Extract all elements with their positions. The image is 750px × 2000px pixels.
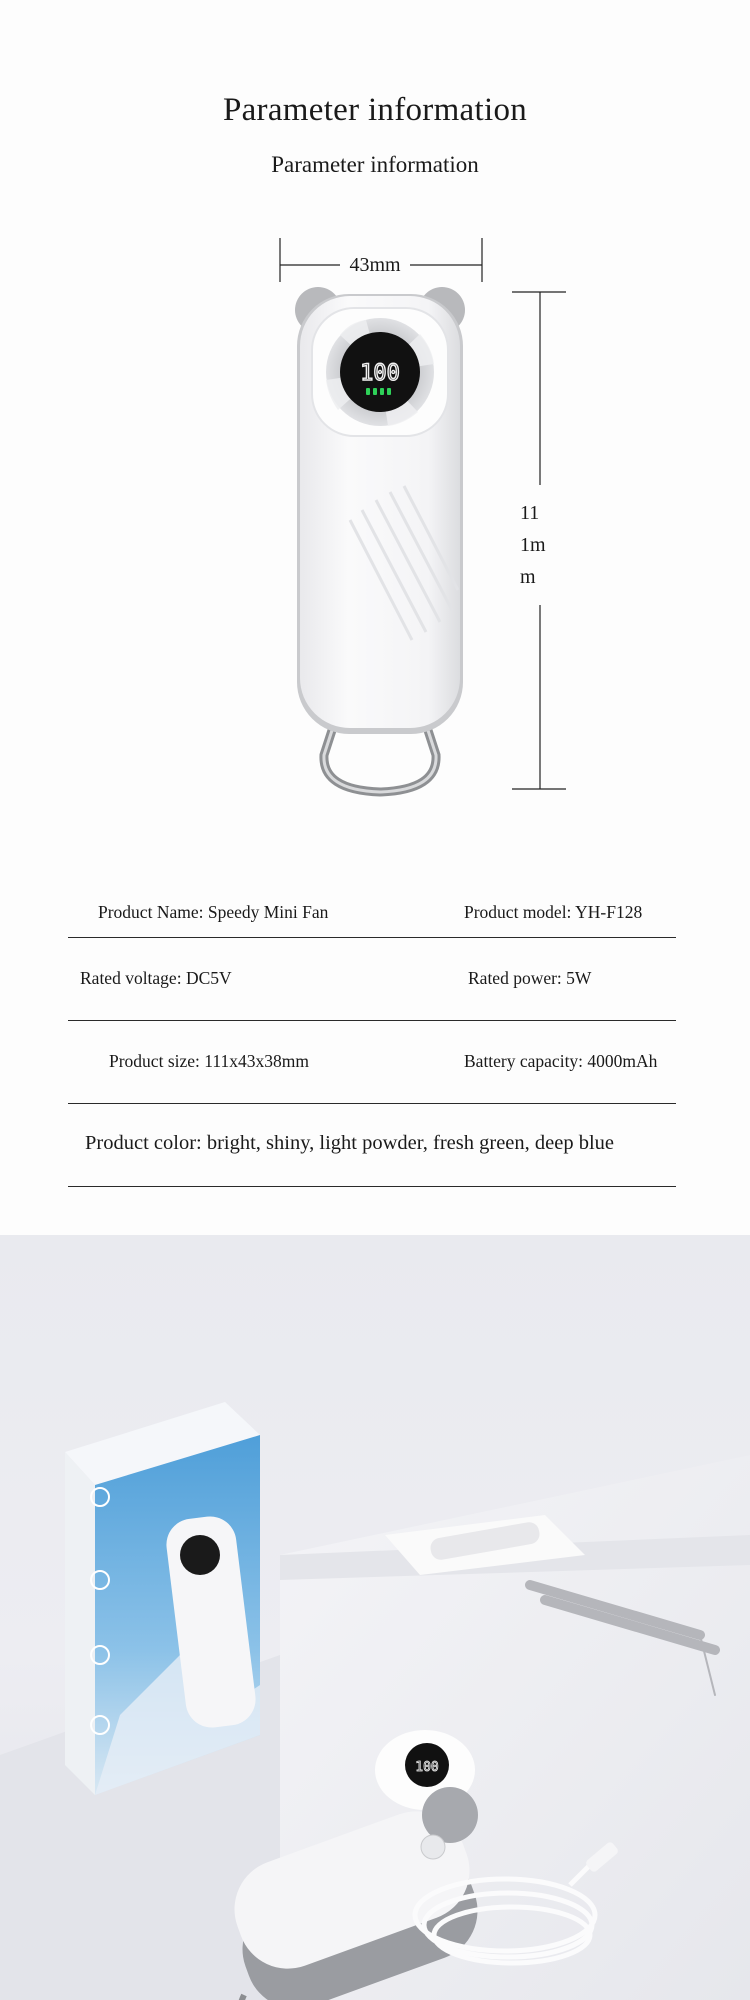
spec-product-size: Product size: 111x43x38mm [109,1051,309,1071]
product-box [65,1402,260,1795]
width-label: 43mm [344,254,406,277]
photo-display-readout: 100 [415,1760,439,1775]
page-subtitle: Parameter information [271,152,479,177]
spec-battery-capacity: Battery capacity: 4000mAh [464,1051,658,1071]
spec-product-color: Product color: bright, shiny, light powder, fresh green, deep blue [85,1132,615,1154]
spec-table [68,885,676,1187]
fan-dimension-diagram [0,0,750,860]
spec-row [68,1104,676,1187]
product-photo [0,1235,750,2000]
spec-row [68,938,676,1021]
height-label: 11 1m m [520,502,546,588]
spec-rated-voltage: Rated voltage: DC5V [80,968,232,988]
spec-product-model: Product model: YH-F128 [464,902,643,922]
spec-rated-power: Rated power: 5W [468,968,592,988]
product-scene [0,1235,750,2000]
spec-row [68,885,676,938]
page-title: Parameter information [222,92,528,128]
display-readout: 100 [360,361,400,386]
spec-product-name: Product Name: Speedy Mini Fan [98,902,329,922]
spec-row [68,1021,676,1104]
